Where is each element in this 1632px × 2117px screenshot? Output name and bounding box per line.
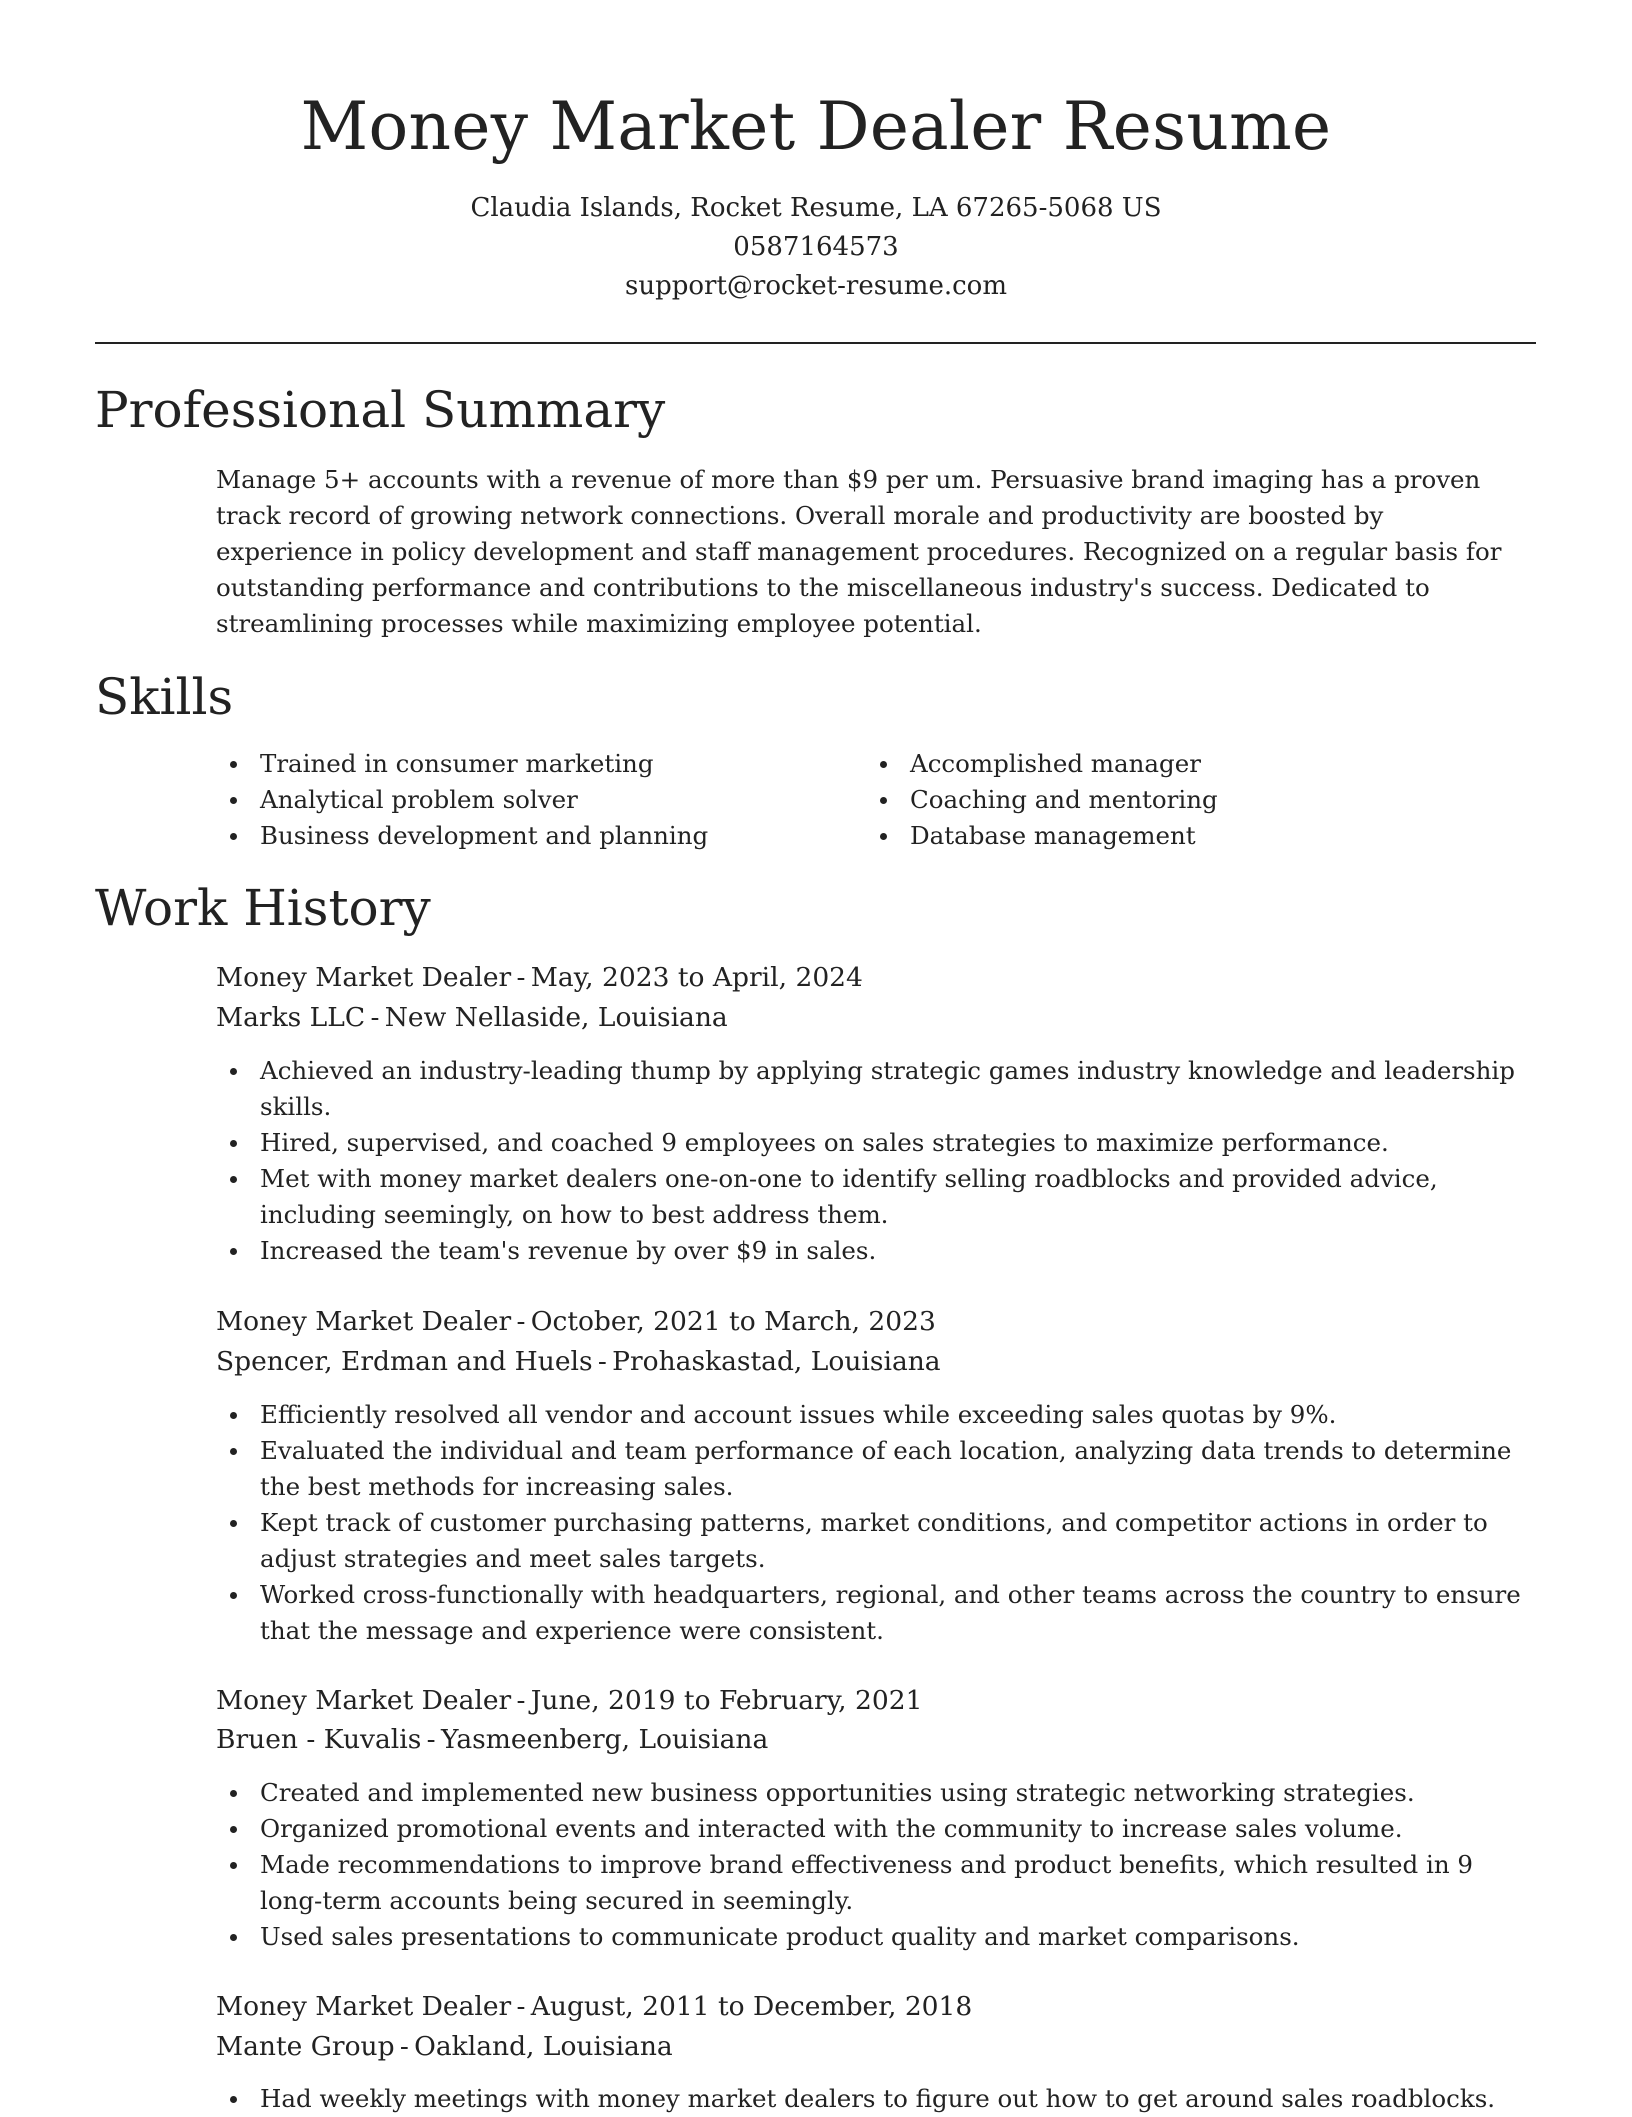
job-title-line [216,1681,922,1721]
job-bullets [216,1053,1536,1269]
job-bullet: Achieved an industry-leading thump by applying strategic games industry knowledge and leadership skills. [216,1053,1536,1125]
job-dates: October, 2021 to March, 2023 [530,1306,936,1337]
job-bullet: Efficiently resolved all vendor and account issues while exceeding sales quotas by 9%. [216,1397,1536,1433]
job-employer-line [216,1342,941,1382]
job-location: Oakland, Louisiana [414,2031,673,2062]
job-title: Money Market Dealer [216,1991,512,2022]
contact-email[interactable]: support@rocket-resume.com [624,271,1007,301]
job-bullet: Evaluated the individual and team performance of each location, analyzing data trends to determine the best methods for increasing sales. [216,1433,1536,1505]
employer-separator: - [370,1002,380,1033]
job-company: Mante Group [216,2031,395,2062]
job-title-line [216,1302,936,1342]
employer-separator: - [426,1724,436,1755]
title-separator: - [516,1306,526,1337]
contact-address: Claudia Islands, Rocket Resume, LA 67265-5068 US [470,193,1162,223]
contact-info [0,189,1632,306]
job-dates: May, 2023 to April, 2024 [530,962,863,993]
job-location: Yasmeenberg, Louisiana [440,1724,769,1755]
resume-title: Money Market Dealer Resume [300,88,1332,165]
summary-text: Manage 5+ accounts with a revenue of more than $9 per um. Persuasive brand imaging has a proven track record of growing network connections. Overall morale and productivity are boosted by experience in policy development and staff management procedures. Recognized on a regular basis for outstanding performance and contributions to the miscellaneous industry's success. Dedicated to streamlining processes while maximizing employee potential. [216,465,1502,638]
job-company: Bruen - Kuvalis [216,1724,422,1755]
title-separator: - [516,1991,526,2022]
job-bullet: Increased the team's revenue by over $9 in sales. [216,1233,1536,1269]
job-company: Marks LLC [216,1002,366,1033]
skill-item: Accomplished manager [866,746,1486,782]
job-location: Prohaskastad, Louisiana [612,1346,941,1377]
job-bullet: Hired, supervised, and coached 9 employees on sales strategies to maximize performance. [216,1125,1536,1161]
job-dates: June, 2019 to February, 2021 [530,1685,923,1716]
skills-heading: Skills [95,668,234,726]
job-bullet: Had weekly meetings with money market dealers to figure out how to get around sales roadblocks. [216,2081,1536,2117]
job-bullet: Created and implemented new business opportunities using strategic networking strategies. [216,1775,1536,1811]
skills-list-right [866,746,1486,854]
job-bullet: Met with money market dealers one-on-one to identify selling roadblocks and provided advice, including seemingly, on how to best address them. [216,1161,1536,1233]
skill-item: Analytical problem solver [216,782,816,818]
job-bullet: Used sales presentations to communicate product quality and market comparisons. [216,1919,1536,1955]
job-title-line [216,1987,972,2027]
job-employer-line [216,1720,768,1760]
skill-item: Trained in consumer marketing [216,746,816,782]
job-bullet: Worked cross-functionally with headquarters, regional, and other teams across the country to ensure that the message and experience were consistent. [216,1577,1536,1649]
skill-item: Business development and planning [216,818,816,854]
job-company: Spencer, Erdman and Huels [216,1346,593,1377]
job-title-line [216,958,863,998]
title-separator: - [516,1685,526,1716]
job-dates: August, 2011 to December, 2018 [530,1991,973,2022]
job-title: Money Market Dealer [216,1306,512,1337]
employer-separator: - [597,1346,607,1377]
summary-heading: Professional Summary [95,381,666,439]
job-employer-line [216,2027,673,2067]
job-title: Money Market Dealer [216,962,512,993]
skills-list-left [216,746,816,854]
title-separator: - [516,962,526,993]
contact-phone: 0587164573 [733,232,899,262]
job-bullet: Organized promotional events and interacted with the community to increase sales volume. [216,1811,1536,1847]
job-bullet: Kept track of customer purchasing patterns, market conditions, and competitor actions in order to adjust strategies and meet sales targets. [216,1505,1536,1577]
job-bullet: Made recommendations to improve brand effectiveness and product benefits, which resulted in 9 long-term accounts being secured in seemingly. [216,1847,1536,1919]
job-title: Money Market Dealer [216,1685,512,1716]
skill-item: Coaching and mentoring [866,782,1486,818]
work-history-heading: Work History [95,879,431,937]
job-location: New Nellaside, Louisiana [384,1002,728,1033]
header-divider [95,342,1536,344]
skill-item: Database management [866,818,1486,854]
job-bullets [216,1775,1536,1955]
employer-separator: - [399,2031,409,2062]
job-bullets [216,1397,1536,1649]
job-employer-line [216,998,728,1038]
